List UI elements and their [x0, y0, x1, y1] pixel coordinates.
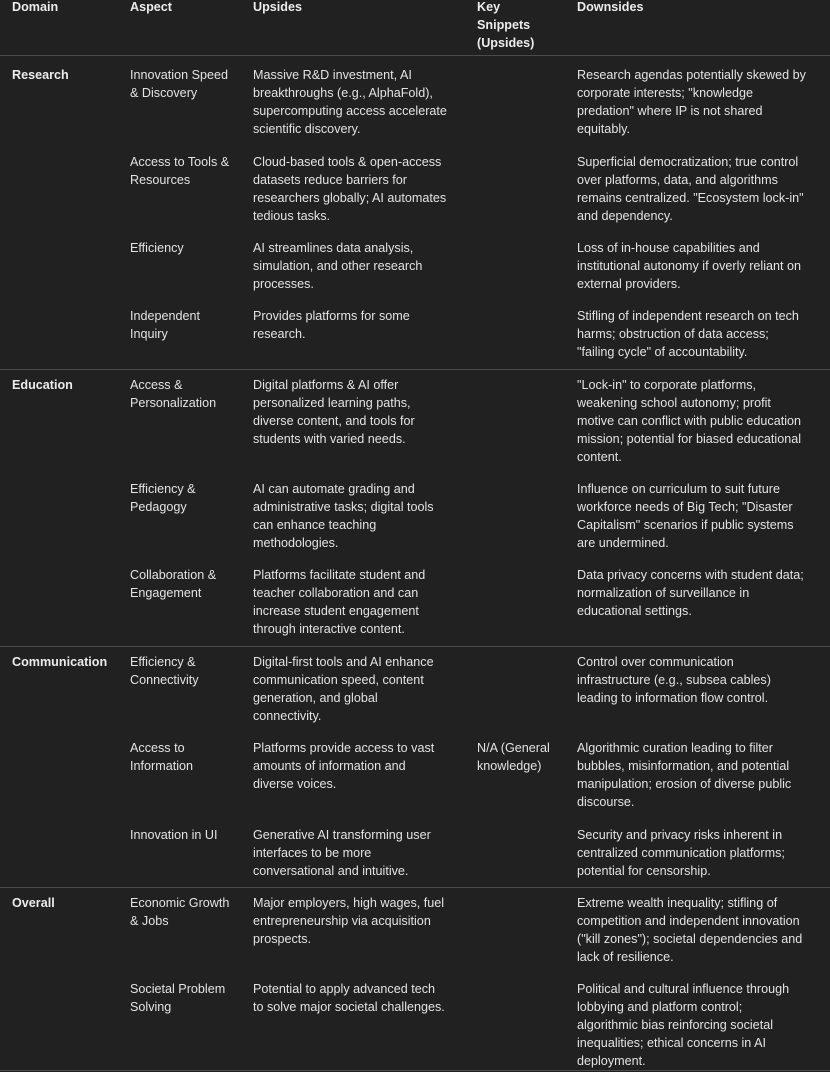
row-downsides: Data privacy concerns with student data; normalization of surveillance in educational settings. — [577, 568, 804, 618]
row-key-snippet: N/A (General knowledge) — [477, 741, 550, 773]
section-divider — [0, 646, 830, 647]
header-aspect: Aspect — [130, 0, 172, 14]
row-aspect: Innovation in UI — [130, 828, 218, 842]
row-domain: Research — [12, 68, 69, 82]
row-downsides: "Lock-in" to corporate platforms, weakening school autonomy; profit motive can conflict with public education mission; potential for biased educational content. — [577, 378, 802, 464]
section-divider — [0, 369, 830, 370]
row-aspect: Access & Personalization — [130, 378, 217, 410]
header-downsides: Downsides — [577, 0, 644, 14]
row-upsides: Platforms facilitate student and teacher collaboration and can increase student engagement through interactive content. — [253, 568, 426, 636]
row-upsides: Digital platforms & AI offer personalized learning paths, diverse content, and tools for students with varied needs. — [253, 378, 415, 446]
row-aspect: Efficiency & Connectivity — [130, 655, 199, 687]
row-aspect: Collaboration & Engagement — [130, 568, 217, 600]
row-aspect: Efficiency & Pedagogy — [130, 482, 196, 514]
row-upsides: AI can automate grading and administrative tasks; digital tools can enhance teaching methodologies. — [253, 482, 434, 550]
header-domain: Domain — [12, 0, 59, 14]
table-bottom-border — [0, 1070, 830, 1071]
row-downsides: Algorithmic curation leading to filter bubbles, misinformation, and potential manipulation; erosion of diverse public discourse. — [577, 741, 792, 809]
table-header — [0, 0, 830, 56]
header-upsides: Upsides — [253, 0, 302, 14]
row-domain: Communication — [12, 655, 108, 669]
row-upsides: Potential to apply advanced tech to solve major societal challenges. — [253, 982, 445, 1014]
row-upsides: Platforms provide access to vast amounts of information and diverse voices. — [253, 741, 435, 791]
row-aspect: Independent Inquiry — [130, 309, 201, 341]
row-aspect: Innovation Speed & Discovery — [130, 68, 229, 100]
row-upsides: Major employers, high wages, fuel entrepreneurship via acquisition prospects. — [253, 896, 445, 946]
section-divider — [0, 887, 830, 888]
row-downsides: Loss of in-house capabilities and institutional autonomy if overly reliant on external providers. — [577, 241, 802, 291]
row-aspect: Efficiency — [130, 241, 184, 255]
row-domain: Overall — [12, 896, 55, 910]
row-downsides: Control over communication infrastructure (e.g., subsea cables) leading to information flow control. — [577, 655, 771, 705]
row-downsides: Political and cultural influence through lobbying and platform control; algorithmic bias reinforcing societal inequalities; ethical concerns in AI deployment. — [577, 982, 790, 1068]
row-upsides: Digital-first tools and AI enhance communication speed, content generation, and global connectivity. — [253, 655, 434, 723]
row-upsides: Generative AI transforming user interfaces to be more conversational and intuitive. — [253, 828, 431, 878]
row-aspect: Access to Tools & Resources — [130, 155, 230, 187]
row-aspect: Access to Information — [130, 741, 193, 773]
row-aspect: Societal Problem Solving — [130, 982, 226, 1014]
row-downsides: Superficial democratization; true control over platforms, data, and algorithms remains centralized. "Ecosystem lock-in" and dependency. — [577, 155, 804, 223]
row-aspect: Economic Growth & Jobs — [130, 896, 230, 928]
row-upsides: AI streamlines data analysis, simulation, and other research processes. — [253, 241, 423, 291]
row-upsides: Cloud-based tools & open-access datasets reduce barriers for researchers globally; AI automates tedious tasks. — [253, 155, 447, 223]
row-downsides: Security and privacy risks inherent in centralized communication platforms; potential for censorship. — [577, 828, 785, 878]
row-upsides: Provides platforms for some research. — [253, 309, 410, 341]
row-downsides: Research agendas potentially skewed by corporate interests; "knowledge predation" where IP is not shared equitably. — [577, 68, 806, 136]
row-downsides: Stifling of independent research on tech harms; obstruction of data access; "failing cycle" of accountability. — [577, 309, 799, 359]
header-key-snippets: Key Snippets (Upsides) — [477, 0, 535, 50]
row-domain: Education — [12, 378, 73, 392]
row-downsides: Extreme wealth inequality; stifling of competition and independent innovation ("kill zones"); societal dependencies and lack of resilience. — [577, 896, 803, 964]
row-upsides: Massive R&D investment, AI breakthroughs (e.g., AlphaFold), supercomputing access accelerate scientific discovery. — [253, 68, 447, 136]
row-downsides: Influence on curriculum to suit future workforce needs of Big Tech; "Disaster Capitalism" scenarios if public systems are undermined. — [577, 482, 794, 550]
